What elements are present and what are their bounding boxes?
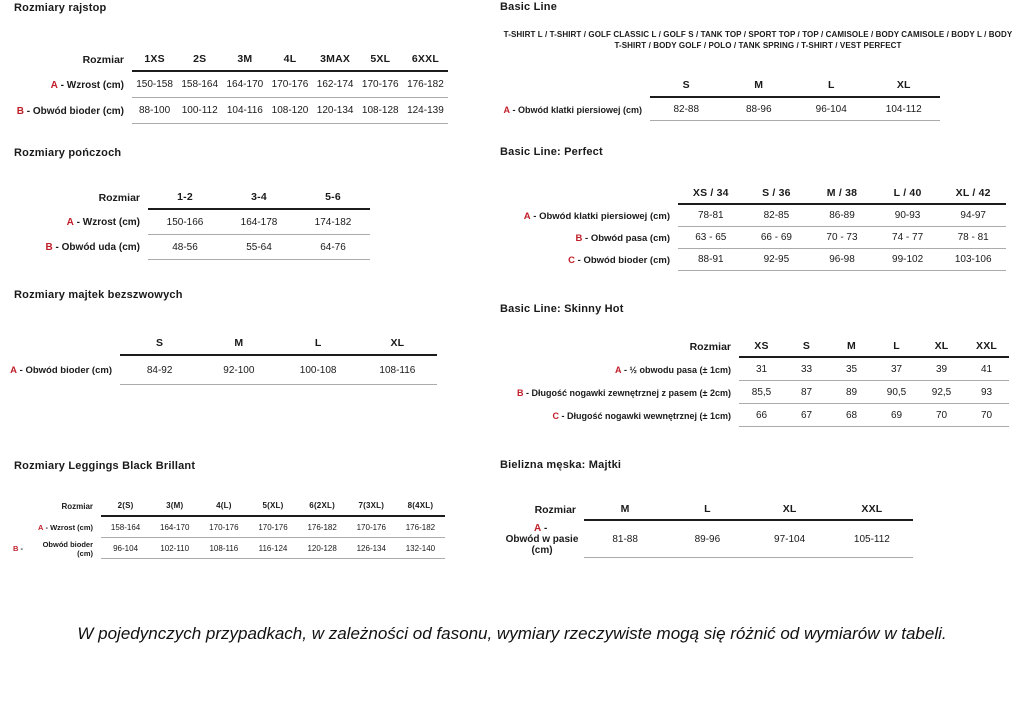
column-header: S — [650, 74, 723, 98]
cell-value: 88-91 — [678, 249, 744, 271]
column-header: XS / 34 — [678, 183, 744, 205]
cell-value: 66 — [739, 404, 784, 427]
section-title-leggings: Rozmiary Leggings Black Brillant — [14, 460, 196, 472]
cell-value: 99-102 — [875, 249, 941, 271]
cell-value: 120-128 — [298, 538, 347, 559]
cell-value: 48-56 — [148, 235, 222, 260]
column-header: XL — [868, 74, 941, 98]
column-header: L — [874, 336, 919, 358]
cell-value: 176-182 — [403, 72, 448, 98]
row-label — [499, 381, 739, 404]
row-letter: B — [45, 242, 53, 253]
corner-label: Rozmiar — [61, 501, 93, 511]
row-letter: B — [575, 232, 583, 244]
row-label-separator: - — [24, 105, 33, 117]
row-label — [500, 521, 584, 558]
cell-value: 63 - 65 — [678, 227, 744, 249]
cell-value: 174-182 — [296, 210, 370, 235]
cell-value: 164-170 — [150, 517, 199, 538]
row-label-text: Obwód w pasie (cm) — [505, 534, 579, 556]
cell-value: 164-170 — [222, 72, 267, 98]
size-table-majtek-bezszwowych — [8, 332, 437, 385]
cell-value: 74 - 77 — [875, 227, 941, 249]
cell-value: 170-176 — [199, 517, 248, 538]
column-header: M — [829, 336, 874, 358]
cell-value: 87 — [784, 381, 829, 404]
cell-value: 103-106 — [940, 249, 1006, 271]
column-header: 4(L) — [199, 495, 248, 517]
basic-line-product-list: T-SHIRT L / T-SHIRT / GOLF CLASSIC L / GOLF S / TANK TOP / SPORT TOP / TOP / CAMISOLE / BODY CAMISOLE / BODY L / BODY T-SHIRT / BODY GOLF / POLO / TANK SPRING / T-SHIRT / VEST PERFECT — [503, 30, 1013, 51]
size-table-ponczoch — [30, 185, 370, 260]
row-label-text: Wzrost (cm) — [50, 523, 93, 532]
corner-label — [500, 183, 678, 205]
column-header: 1XS — [132, 48, 177, 72]
row-label-separator: - — [621, 364, 630, 375]
cell-value: 39 — [919, 358, 964, 381]
cell-value: 170-176 — [358, 72, 403, 98]
cell-value: 64-76 — [296, 235, 370, 260]
cell-value: 70 — [964, 404, 1009, 427]
row-label-text: Długość nogawki zewnętrznej z pasem (± 2cm) — [531, 387, 731, 398]
row-label-text: Obwód bioder (cm) — [42, 539, 93, 558]
section-title-majtek-bezszwowych: Rozmiary majtek bezszwowych — [14, 289, 183, 301]
cell-value: 92,5 — [919, 381, 964, 404]
column-header: XL — [358, 332, 437, 356]
cell-value: 132-140 — [396, 538, 445, 559]
row-label-text: Obwód klatki piersiowej (cm) — [539, 210, 670, 222]
column-header: 6XXL — [403, 48, 448, 72]
cell-value: 92-100 — [199, 356, 278, 385]
row-label-text: Obwód uda (cm) — [61, 242, 140, 253]
row-label — [30, 235, 148, 260]
row-label — [500, 205, 678, 227]
corner-label: Rozmiar — [82, 54, 124, 66]
corner-label: Rozmiar — [98, 191, 140, 204]
cell-value: 81-88 — [584, 521, 666, 558]
column-header: XL / 42 — [940, 183, 1006, 205]
column-header: M — [723, 74, 796, 98]
row-label-separator: - — [574, 254, 584, 266]
row-label — [12, 72, 132, 98]
row-label — [30, 210, 148, 235]
cell-value: 96-98 — [809, 249, 875, 271]
cell-value: 97-104 — [749, 521, 831, 558]
cell-value: 105-112 — [831, 521, 913, 558]
cell-value: 41 — [964, 358, 1009, 381]
cell-value: 35 — [829, 358, 874, 381]
column-header: L — [279, 332, 358, 356]
column-header: XXL — [964, 336, 1009, 358]
size-table-basic-line-perfect — [500, 183, 1006, 271]
column-header: XXL — [831, 498, 913, 521]
column-header: M — [584, 498, 666, 521]
row-letter: A — [615, 364, 622, 375]
cell-value: 108-116 — [199, 538, 248, 559]
section-title-bielizna-meska-majtki: Bielizna męska: Majtki — [500, 459, 622, 471]
cell-value: 37 — [874, 358, 919, 381]
column-header: XS — [739, 336, 784, 358]
column-header: 3-4 — [222, 185, 296, 210]
cell-value: 88-100 — [132, 98, 177, 124]
size-table-basic-line-skinny-hot — [499, 336, 1009, 427]
cell-value: 158-164 — [101, 517, 150, 538]
cell-value: 89-96 — [666, 521, 748, 558]
cell-value: 170-176 — [347, 517, 396, 538]
row-label — [500, 227, 678, 249]
cell-value: 100-112 — [177, 98, 222, 124]
row-letter: C — [552, 410, 560, 421]
cell-value: 176-182 — [298, 517, 347, 538]
column-header: S / 36 — [744, 183, 810, 205]
column-header: 5-6 — [296, 185, 370, 210]
size-table-basic-line — [500, 74, 940, 121]
column-header: 3(M) — [150, 495, 199, 517]
section-title-basic-line-perfect: Basic Line: Perfect — [500, 146, 603, 158]
section-title-basic-line: Basic Line — [500, 1, 558, 13]
row-label — [499, 358, 739, 381]
row-label — [500, 98, 650, 121]
cell-value: 90-93 — [875, 205, 941, 227]
column-header: XL — [749, 498, 831, 521]
row-label — [8, 356, 120, 385]
column-header: 4L — [267, 48, 312, 72]
cell-value: 31 — [739, 358, 784, 381]
cell-value: 108-120 — [267, 98, 312, 124]
row-label-separator: - — [57, 79, 67, 91]
row-label-text: Obwód bioder (cm) — [32, 105, 124, 117]
row-letter: C — [568, 254, 575, 266]
section-title-basic-line-skinny-hot: Basic Line: Skinny Hot — [500, 303, 624, 315]
row-letter: A — [66, 217, 74, 228]
cell-value: 96-104 — [795, 98, 868, 121]
cell-value: 82-85 — [744, 205, 810, 227]
row-label-separator: - — [18, 544, 26, 553]
cell-value: 102-110 — [150, 538, 199, 559]
cell-value: 94-97 — [940, 205, 1006, 227]
column-header: 7(3XL) — [347, 495, 396, 517]
cell-value: 170-176 — [248, 517, 297, 538]
row-label-text: Długość nogawki wewnętrznej (± 1cm) — [567, 410, 731, 421]
row-label-separator: - — [541, 523, 551, 534]
footnote: W pojedynczych przypadkach, w zależności od fasonu, wymiary rzeczywiste mogą się różnić od wymiarów w tabeli. — [77, 624, 947, 643]
row-label — [13, 517, 101, 538]
section-title-rajstop: Rozmiary rajstop — [14, 2, 107, 14]
row-label — [13, 538, 101, 559]
size-table-bielizna-meska-majtki — [500, 498, 913, 558]
cell-value: 170-176 — [267, 72, 312, 98]
row-label-text: Wzrost (cm) — [66, 79, 124, 91]
cell-value: 70 - 73 — [809, 227, 875, 249]
row-letter: A — [50, 79, 58, 91]
cell-value: 88-96 — [723, 98, 796, 121]
cell-value: 96-104 — [101, 538, 150, 559]
row-letter: A — [10, 365, 17, 376]
corner-label: Rozmiar — [534, 503, 576, 516]
row-label — [499, 404, 739, 427]
cell-value: 108-128 — [358, 98, 403, 124]
cell-value: 150-158 — [132, 72, 177, 98]
column-header: 6(2XL) — [298, 495, 347, 517]
cell-value: 124-139 — [403, 98, 448, 124]
column-header: 5XL — [358, 48, 403, 72]
cell-value: 70 — [919, 404, 964, 427]
row-label-separator: - — [559, 410, 568, 421]
row-label-separator: - — [73, 217, 83, 228]
row-letter: A — [533, 523, 542, 534]
cell-value: 108-116 — [358, 356, 437, 385]
column-header: L / 40 — [875, 183, 941, 205]
column-header: 5(XL) — [248, 495, 297, 517]
column-header: M — [199, 332, 278, 356]
cell-value: 164-178 — [222, 210, 296, 235]
row-label-text: Obwód klatki piersiowej (cm) — [517, 104, 642, 115]
row-letter: A — [523, 210, 531, 222]
row-letter: B — [13, 544, 19, 553]
corner-label: Rozmiar — [689, 341, 731, 353]
column-header: L — [666, 498, 748, 521]
corner-label — [8, 332, 120, 356]
column-header: 1-2 — [148, 185, 222, 210]
cell-value: 82-88 — [650, 98, 723, 121]
row-label — [12, 98, 132, 124]
size-table-leggings — [13, 495, 445, 559]
column-header: S — [784, 336, 829, 358]
corner-label — [500, 74, 650, 98]
cell-value: 93 — [964, 381, 1009, 404]
cell-value: 126-134 — [347, 538, 396, 559]
row-label-separator: - — [509, 104, 518, 115]
cell-value: 69 — [874, 404, 919, 427]
cell-value: 68 — [829, 404, 874, 427]
column-header: 2(S) — [101, 495, 150, 517]
cell-value: 89 — [829, 381, 874, 404]
row-label-text: Obwód pasa (cm) — [590, 232, 670, 244]
row-label-separator: - — [523, 387, 532, 398]
cell-value: 100-108 — [279, 356, 358, 385]
row-letter: A — [503, 104, 510, 115]
size-table-rajstop — [12, 48, 448, 124]
row-letter: B — [517, 387, 524, 398]
cell-value: 55-64 — [222, 235, 296, 260]
row-label-separator: - — [582, 232, 591, 244]
cell-value: 92-95 — [744, 249, 810, 271]
cell-value: 33 — [784, 358, 829, 381]
column-header: 3M — [222, 48, 267, 72]
column-header: 3MAX — [313, 48, 358, 72]
column-header: S — [120, 332, 199, 356]
column-header: 2S — [177, 48, 222, 72]
row-label-text: ½ obwodu pasa (± 1cm) — [629, 364, 731, 375]
row-label-text: Wzrost (cm) — [82, 217, 140, 228]
row-label-separator: - — [52, 242, 62, 253]
cell-value: 162-174 — [313, 72, 358, 98]
cell-value: 84-92 — [120, 356, 199, 385]
cell-value: 116-124 — [248, 538, 297, 559]
cell-value: 176-182 — [396, 517, 445, 538]
column-header: XL — [919, 336, 964, 358]
section-title-ponczoch: Rozmiary pończoch — [14, 147, 122, 159]
row-label-text: Obwód bioder (cm) — [25, 365, 112, 376]
cell-value: 78-81 — [678, 205, 744, 227]
row-letter: B — [16, 105, 24, 117]
cell-value: 66 - 69 — [744, 227, 810, 249]
cell-value: 104-112 — [868, 98, 941, 121]
row-label-text: Obwód bioder (cm) — [583, 254, 670, 266]
cell-value: 78 - 81 — [940, 227, 1006, 249]
cell-value: 85,5 — [739, 381, 784, 404]
column-header: L — [795, 74, 868, 98]
cell-value: 104-116 — [222, 98, 267, 124]
row-label — [500, 249, 678, 271]
row-letter: A — [37, 523, 44, 532]
cell-value: 150-166 — [148, 210, 222, 235]
row-label-separator: - — [530, 210, 540, 222]
cell-value: 90,5 — [874, 381, 919, 404]
column-header: M / 38 — [809, 183, 875, 205]
row-label-separator: - — [16, 365, 26, 376]
cell-value: 120-134 — [313, 98, 358, 124]
cell-value: 67 — [784, 404, 829, 427]
column-header: 8(4XL) — [396, 495, 445, 517]
cell-value: 158-164 — [177, 72, 222, 98]
row-label-separator: - — [43, 523, 51, 532]
cell-value: 86-89 — [809, 205, 875, 227]
